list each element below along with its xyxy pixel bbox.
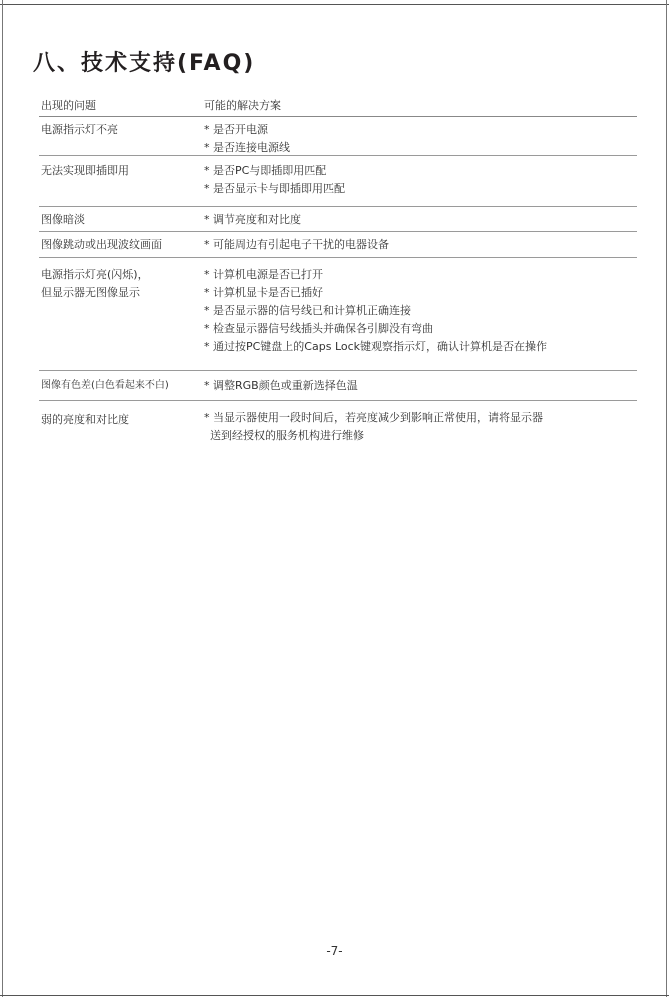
solution-text: * 调整RGB颜色或重新选择色温 [204, 379, 358, 392]
solution-text: * 当显示器使用一段时间后，若亮度减少到影响正常使用，请将显示器 [204, 411, 543, 424]
problem-text: 图像跳动或出现波纹画面 [41, 238, 162, 251]
page-frame-right [666, 0, 667, 997]
solution-text: * 可能周边有引起电子干扰的电器设备 [204, 238, 389, 251]
solution-text: * 是否连接电源线 [204, 141, 290, 154]
faq-table-header [39, 96, 637, 117]
problem-column-header: 出现的问题 [41, 99, 96, 112]
faq-row-dim-image [39, 207, 637, 232]
page-frame-bottom [0, 995, 669, 996]
faq-row-power-led-off [39, 117, 637, 156]
solution-column-header: 可能的解决方案 [204, 99, 281, 112]
problem-text: 图像暗淡 [41, 213, 85, 226]
page-number: -7- [326, 944, 343, 958]
faq-row-no-image [39, 258, 637, 371]
problem-text: 但显示器无图像显示 [41, 286, 140, 299]
solution-text: * 计算机电源是否已打开 [204, 268, 323, 281]
problem-text: 弱的亮度和对比度 [41, 413, 129, 426]
solution-text: * 是否PC与即插即用匹配 [204, 164, 327, 177]
solution-text: * 通过按PC键盘上的Caps Lock键观察指示灯，确认计算机是否在操作 [204, 340, 548, 353]
faq-table [39, 96, 637, 449]
solution-text: 送到经授权的服务机构进行维修 [210, 429, 364, 442]
faq-row-color-cast [39, 371, 637, 401]
problem-text: 无法实现即插即用 [41, 164, 129, 177]
faq-row-low-brightness [39, 401, 637, 449]
page-frame-left [2, 0, 3, 997]
section-title: 八、技术支持(FAQ) [33, 51, 256, 76]
solution-text: * 是否开电源 [204, 123, 268, 136]
solution-text: * 计算机显卡是否已插好 [204, 286, 323, 299]
faq-row-image-jitter [39, 232, 637, 258]
problem-text: 电源指示灯亮(闪烁)， [41, 268, 149, 281]
solution-text: * 调节亮度和对比度 [204, 213, 301, 226]
solution-text: * 是否显示卡与即插即用匹配 [204, 182, 345, 195]
solution-text: * 是否显示器的信号线已和计算机正确连接 [204, 304, 411, 317]
faq-row-plug-and-play [39, 156, 637, 207]
solution-text: * 检查显示器信号线插头并确保各引脚没有弯曲 [204, 322, 433, 335]
page-frame-top [0, 0, 669, 5]
problem-text: 图像有色差(白色看起来不白) [41, 380, 169, 391]
problem-text: 电源指示灯不亮 [41, 123, 118, 136]
